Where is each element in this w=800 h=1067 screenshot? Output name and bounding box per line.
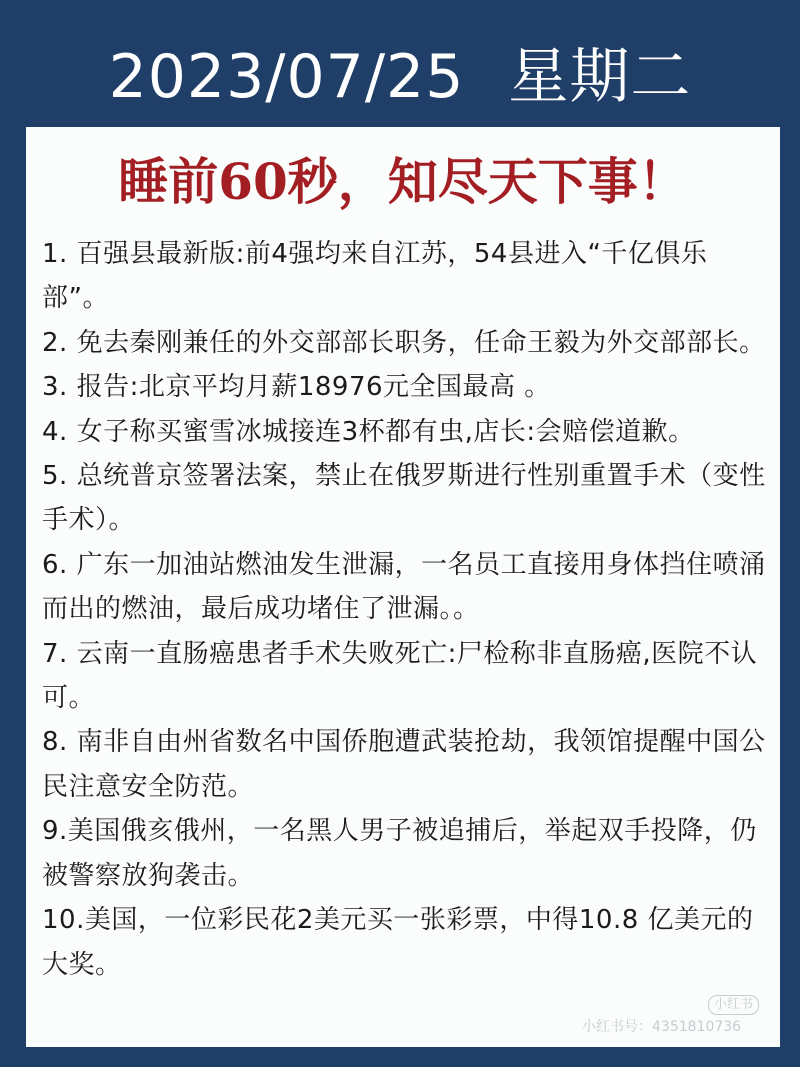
news-item-6: 6. 广东一加油站燃油发生泄漏，一名员工直接用身体挡住喷涌而出的燃油，最后成功堵住了泄漏。。: [42, 549, 766, 625]
news-item-2: 2. 免去秦刚兼任的外交部部长职务，任命王毅为外交部部长。: [42, 327, 766, 358]
headline: 睡前60秒，知尽天下事！: [118, 152, 688, 211]
news-item-9: 9.美国俄亥俄州，一名黑人男子被追捕后，举起双手投降，仍被警察放狗袭击。: [42, 816, 757, 891]
news-item-3: 3. 报告:北京平均月薪18976元全国最高 。: [42, 372, 551, 403]
news-item-5: 5. 总统普京签署法案，禁止在俄罗斯进行性别重置手术（变性手术）。: [42, 461, 766, 536]
date-header: [0, 32, 800, 122]
news-card: [26, 127, 780, 1047]
watermark-logo: 小红书: [708, 995, 759, 1015]
news-item-10: 10.美国，一位彩民花2美元买一张彩票，中得10.8 亿美元的大奖。: [42, 905, 754, 980]
news-list: [42, 232, 766, 987]
news-item-1: 1. 百强县最新版:前4强均来自江苏，54县进入“千亿俱乐部”。: [42, 239, 708, 314]
weekday-text: 星期二: [508, 42, 692, 112]
date-text: 2023/07/25: [108, 42, 465, 112]
news-item-8: 8. 南非自由州省数名中国侨胞遭武装抢劫，我领馆提醒中国公民注意安全防范。: [42, 727, 766, 802]
news-item-7: 7. 云南一直肠癌患者手术失败死亡:尸检称非直肠癌,医院不认可。: [42, 638, 758, 714]
watermark-account-id: 小红书号：4351810736: [582, 1019, 742, 1035]
news-item-4: 4. 女子称买蜜雪冰城接连3杯都有虫,店长:会赔偿道歉。: [42, 416, 695, 447]
